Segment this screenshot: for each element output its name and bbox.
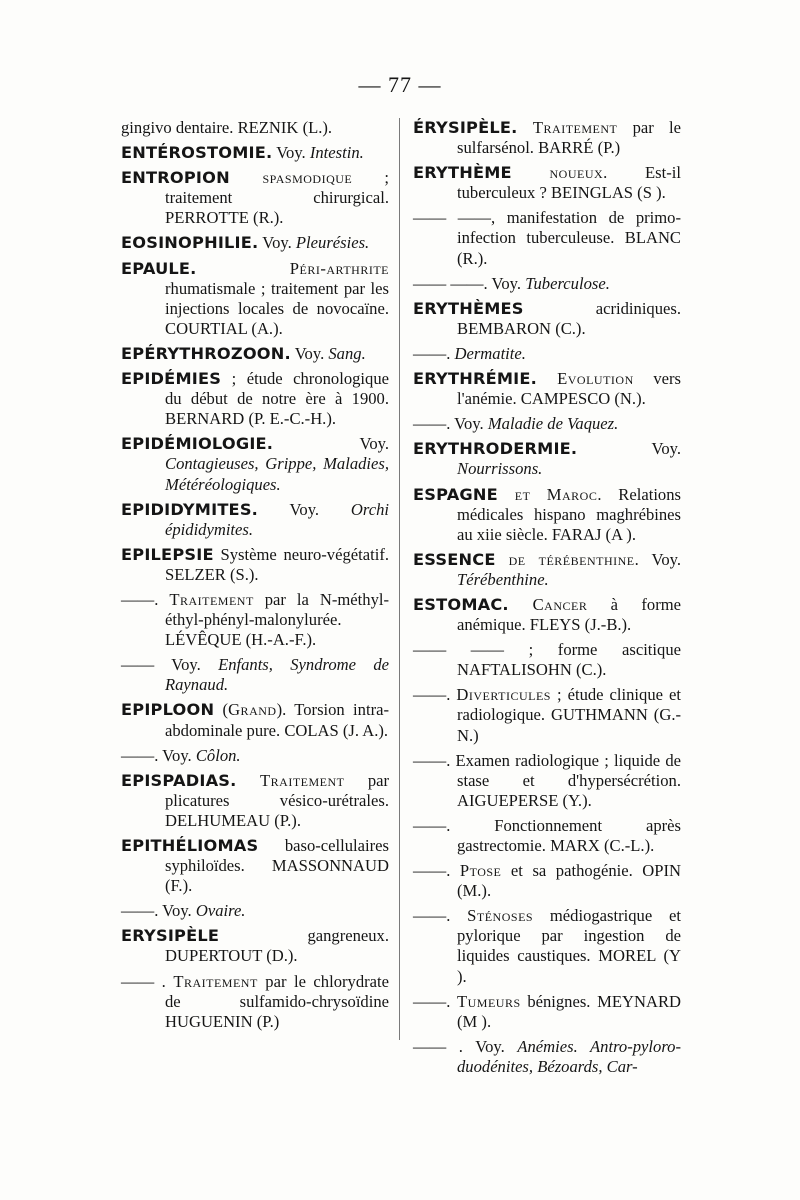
entry-headword: EPIPLOON [121, 700, 215, 720]
entry-text: spasmodique [229, 168, 353, 188]
index-entry [413, 485, 681, 545]
entry-crossref: Sang. [328, 343, 366, 363]
entry-crossref: Côlon. [195, 745, 241, 765]
entry-headword: ESTOMAC. [413, 594, 509, 614]
entry-crossref: Maladie de Vaquez. [487, 414, 619, 434]
entry-text: ——. [413, 343, 455, 363]
entry-text: acridiniques. BEMBARON (C.). [457, 298, 681, 338]
entry-text: Ptose [459, 861, 502, 881]
entry-crossref: Nourrissons. [457, 459, 543, 479]
entry-text: Cancer [508, 594, 588, 614]
index-entry [121, 700, 389, 740]
index-entry [121, 655, 389, 695]
entry-text: vers l'anémie. CAMPESCO (N.). [457, 369, 681, 409]
entry-text: Evolution [537, 369, 634, 389]
entry-text: ; étude clinique et radiologique. GUTHMANN (G.-N.) [457, 685, 681, 745]
entry-text: Traitement [517, 118, 618, 137]
entry-headword: ÉRYSIPÈLE. [413, 118, 518, 137]
entry-headword: EPIDÉMIOLOGIE. [121, 434, 274, 454]
entry-text: Péri-arthrite [196, 258, 389, 278]
entry-text: ——. Examen radiologique ; liquide de stase et d'hypersécrétion. AIGUEPERSE (Y.). [413, 750, 681, 810]
index-entry [413, 751, 681, 811]
index-entry [121, 233, 389, 253]
index-entry [413, 595, 681, 635]
entry-text: par le chlorydrate de sulfamido-chrysoïdine HUGUENIN (P.) [165, 971, 389, 1031]
entry-text: —— ——. Voy. [413, 273, 526, 293]
entry-text: ——. [413, 861, 460, 881]
entry-text: à forme anémique. FLEYS (J.-B.). [457, 594, 681, 635]
entry-headword: EPÉRYTHROZOON. [121, 343, 291, 363]
page-number: — 77 — [358, 72, 442, 97]
entry-text: —— —— ; forme ascitique NAFTALISOHN (C.). [413, 640, 681, 680]
entry-crossref: Intestin. [309, 143, 364, 163]
entry-text: Grand [228, 700, 277, 720]
index-entry [413, 163, 681, 203]
entry-text: Voy. [258, 499, 351, 519]
index-entry [121, 836, 389, 896]
entry-text: —— . [121, 971, 174, 991]
index-entry [413, 414, 681, 434]
entry-text: Sténoses [467, 906, 534, 926]
entry-headword: ERYTHÈME [413, 163, 512, 183]
entry-text [530, 485, 546, 504]
entry-text: ——. Voy. [121, 745, 196, 765]
entry-text: baso-cellulaires syphiloïdes. MASSONNAUD (F.). [165, 836, 389, 896]
entry-text: Traitement [173, 971, 258, 991]
index-entry [413, 685, 681, 745]
entry-headword: EPISPADIAS. [121, 770, 237, 790]
index-entry [413, 906, 681, 986]
entry-text: ——. Voy. [121, 901, 196, 921]
index-entry [413, 344, 681, 364]
index-entry [121, 746, 389, 766]
entry-text: ——. [413, 906, 468, 926]
entry-text: —— ——, manifestation de primo-infection tuberculeuse. BLANC (R.). [413, 208, 681, 268]
entry-text: ——. [413, 685, 457, 705]
entry-text: de térébenthine. [495, 549, 640, 569]
entry-text: ; traitement chirurgical. PERROTTE (R.). [165, 168, 389, 228]
entry-headword: ERYSIPÈLE [121, 926, 220, 946]
entry-text: ; étude chronologique du début de notre ère à 1900. BERNARD (P. E.-C.-H.). [165, 369, 389, 429]
entry-text: ( [214, 700, 229, 720]
index-entry [413, 369, 681, 409]
index-entry [121, 500, 389, 540]
entry-text: —— . Voy. [413, 1036, 518, 1056]
entry-headword: ERYTHÈMES [413, 298, 524, 318]
entry-text: Voy. [273, 434, 389, 454]
index-entry [413, 992, 681, 1032]
index-entry [121, 369, 389, 429]
entry-text: rhumatismale ; traitement par les injections locales de novocaïne. COURTIAL (A.). [165, 278, 389, 338]
entry-text: Voy. [577, 439, 681, 459]
entry-text: noueux. [511, 163, 608, 183]
entry-headword: ESPAGNE [413, 484, 498, 504]
column-divider [399, 118, 400, 1040]
entry-crossref: Tuberculose. [525, 273, 610, 293]
entry-text: ——. Fonctionnement après gastrectomie. MARX (C.-L.). [413, 815, 681, 855]
index-entry [413, 861, 681, 901]
index-entry [121, 259, 389, 339]
index-entry [413, 640, 681, 680]
index-entry [121, 590, 389, 650]
entry-text: Relations médicales hispano maghrébines au xiie siècle. FARAJ (A ). [457, 484, 681, 544]
index-entry [121, 434, 389, 494]
index-entry [121, 344, 389, 364]
entry-text: et sa pathogénie. OPIN (M.). [457, 861, 682, 901]
entry-headword: ENTROPION [121, 168, 230, 188]
index-entry [413, 299, 681, 339]
entry-text: ——. Voy. [413, 414, 488, 434]
index-entry [121, 118, 389, 138]
entry-crossref: Anémies. Antro-pyloro-duodénites, Bézoards, Car- [457, 1036, 681, 1076]
index-entry [121, 143, 389, 163]
entry-text: Traitement [236, 770, 345, 790]
right-column [413, 118, 681, 1082]
entry-text: Diverticules [456, 685, 551, 705]
entry-text: Traitement [169, 589, 254, 609]
entry-headword: ENTÉROSTOMIE. [121, 143, 273, 163]
entry-headword: EOSINOPHILIE. [121, 233, 259, 253]
entry-text: par le sulfarsénol. BARRÉ (P.) [457, 118, 681, 158]
entry-headword: EPIDÉMIES [121, 369, 222, 389]
index-entry [413, 550, 681, 590]
entry-crossref: Orchi épididymites. [165, 499, 389, 539]
entry-text: Est-il tuberculeux ? BEINGLAS (S ). [457, 163, 681, 203]
entry-text: par plicatures vésico-urétrales. DELHUMEAU (P.). [165, 770, 390, 830]
entry-text: Voy. [639, 549, 681, 569]
index-entry [121, 972, 389, 1032]
entry-text: Système neuro-végétatif. SELZER (S.). [165, 544, 389, 584]
entry-text: et [497, 484, 531, 504]
index-entry [413, 1037, 681, 1077]
index-entry [413, 274, 681, 294]
entry-headword: ERYTHRÉMIE. [413, 369, 538, 389]
entry-text: médiogastrique et pylorique par ingestion de liquides caustiques. MOREL (Y ). [457, 906, 682, 986]
entry-text: ——. [413, 991, 457, 1011]
index-entry [121, 168, 389, 228]
entry-crossref: Contagieuses, Grippe, Maladies, Météréologiques. [165, 454, 389, 494]
entry-headword: ESSENCE [413, 549, 496, 569]
entry-text: bénignes. MEYNARD (M ). [457, 991, 682, 1031]
index-entry [121, 926, 389, 966]
entry-crossref: Pleurésies. [295, 233, 370, 253]
entry-headword: EPITHÉLIOMAS [121, 836, 259, 855]
left-column [121, 118, 389, 1037]
entry-headword: EPILEPSIE [121, 544, 214, 564]
entry-crossref: Enfants, Syndrome de Raynaud. [165, 655, 389, 695]
entry-headword: ERYTHRODERMIE. [413, 439, 578, 459]
entry-text: Voy. [272, 143, 310, 163]
entry-crossref: Dermatite. [454, 343, 526, 363]
entry-text: Voy. [290, 343, 329, 363]
index-entry [413, 208, 681, 268]
index-entry [121, 771, 389, 831]
index-entry [121, 545, 389, 585]
entry-text: Voy. [258, 233, 296, 253]
entry-headword: EPIDIDYMITES. [121, 499, 259, 519]
entry-text: Maroc. [546, 484, 602, 504]
entry-text: ). Torsion intra-abdominale pure. COLAS (J. A.). [165, 700, 389, 740]
entry-text: ——. [121, 589, 170, 609]
index-entry [413, 439, 681, 479]
entry-text: —— Voy. [121, 655, 219, 675]
index-entry [413, 118, 681, 158]
entry-text: gangreneux. DUPERTOUT (D.). [165, 926, 389, 966]
entry-crossref: Ovaire. [195, 901, 246, 921]
index-entry [121, 901, 389, 921]
entry-text: par la N-méthyl-éthyl-phényl-malonylurée. LÉVÊQUE (H.-A.-F.). [165, 589, 389, 650]
entry-headword: EPAULE. [121, 258, 197, 278]
index-entry [413, 816, 681, 856]
entry-crossref: Térébenthine. [457, 569, 549, 589]
entry-text: Tumeurs [457, 991, 521, 1011]
entry-text: gingivo dentaire. REZNIK (L.). [121, 118, 333, 137]
